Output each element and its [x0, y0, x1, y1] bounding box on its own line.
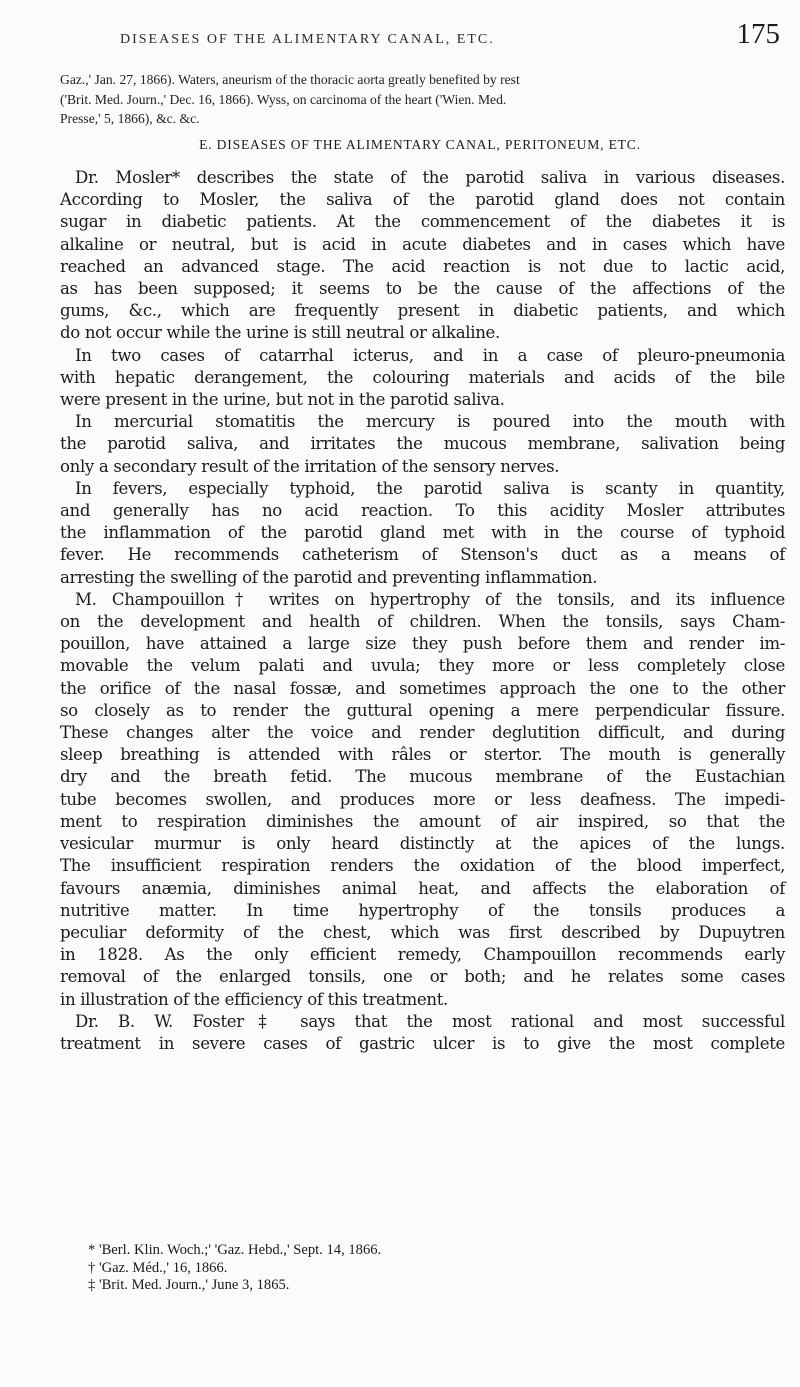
body-line: movable the velum palati and uvula; they more or less completely close: [60, 656, 785, 676]
body-text: [60, 167, 785, 1055]
body-line: with hepatic derangement, the colouring materials and acids of the bile: [60, 367, 785, 387]
footnote: ‡ 'Brit. Med. Journ.,' June 3, 1865.: [88, 1277, 290, 1294]
reference-line: ('Brit. Med. Journ.,' Dec. 16, 1866). Wyss, on carcinoma of the heart ('Wien. Med.: [60, 91, 507, 107]
body-line: as has been supposed; it seems to be the cause of the affections of the: [60, 279, 785, 299]
body-line: The insufficient respiration renders the oxidation of the blood imperfect,: [60, 856, 785, 876]
body-line: the orifice of the nasal fossæ, and sometimes approach the one to the other: [60, 678, 785, 698]
body-line: In two cases of catarrhal icterus, and in a case of pleuro-pneumonia: [75, 345, 785, 365]
page-number: 175: [736, 18, 780, 50]
body-line: peculiar deformity of the chest, which was first described by Dupuytren: [60, 922, 785, 942]
body-line: removal of the enlarged tonsils, one or both; and he relates some cases: [60, 967, 785, 987]
body-line: favours anæmia, diminishes animal heat, and affects the elaboration of: [60, 878, 785, 898]
body-line: alkaline or neutral, but is acid in acute diabetes and in cases which have: [60, 234, 785, 254]
reference-line: Gaz.,' Jan. 27, 1866). Waters, aneurism of the thoracic aorta greatly benefited by rest: [60, 72, 520, 87]
body-line: M. Champouillon† writes on hypertrophy of the tonsils, and its influence: [75, 589, 785, 609]
body-line: fever. He recommends catheterism of Stenson's duct as a means of: [60, 545, 785, 565]
body-line: do not occur while the urine is still neutral or alkaline.: [60, 323, 500, 343]
body-line: reached an advanced stage. The acid reaction is not due to lactic acid,: [60, 256, 785, 276]
body-line: According to Mosler, the saliva of the parotid gland does not contain: [60, 190, 785, 210]
footnotes: [88, 1242, 738, 1295]
body-line: the parotid saliva, and irritates the mucous membrane, salivation being: [60, 434, 785, 454]
body-line: nutritive matter. In time hypertrophy of the tonsils produces a: [60, 900, 785, 920]
body-line: tube becomes swollen, and produces more or less deafness. The impedi-: [60, 789, 785, 809]
body-line: only a secondary result of the irritation of the sensory nerves.: [60, 456, 560, 476]
body-line: and generally has no acid reaction. To this acidity Mosler attributes: [60, 501, 785, 521]
body-line: In fevers, especially typhoid, the parotid saliva is scanty in quantity,: [75, 478, 785, 498]
section-heading: E. DISEASES OF THE ALIMENTARY CANAL, PERITONEUM, ETC.: [199, 137, 641, 152]
body-line: ment to respiration diminishes the amount of air inspired, so that the: [60, 811, 785, 831]
footnote: * 'Berl. Klin. Woch.;' 'Gaz. Hebd.,' Sept. 14, 1866.: [88, 1242, 382, 1258]
body-line: sleep breathing is attended with râles or stertor. The mouth is generally: [60, 745, 785, 765]
body-line: the inflammation of the parotid gland met with in the course of typhoid: [60, 523, 785, 543]
footnote: † 'Gaz. Méd.,' 16, 1866.: [88, 1259, 228, 1276]
body-line: were present in the urine, but not in the parotid saliva.: [60, 390, 505, 410]
body-line: in 1828. As the only efficient remedy, Champouillon recommends early: [60, 945, 785, 965]
body-line: dry and the breath fetid. The mucous membrane of the Eustachian: [60, 767, 785, 787]
body-line: vesicular murmur is only heard distinctly at the apices of the lungs.: [60, 834, 785, 854]
running-header: [120, 18, 780, 52]
body-line: on the development and health of children. When the tonsils, says Cham-: [60, 612, 785, 632]
body-line: in illustration of the efficiency of this treatment.: [60, 989, 448, 1009]
body-line: arresting the swelling of the parotid and preventing inflammation.: [60, 567, 598, 587]
body-line: pouillon, have attained a large size they push before them and render im-: [60, 634, 785, 654]
reference-line: Presse,' 5, 1866), &c. &c.: [60, 111, 200, 127]
reference-continuation: [60, 70, 780, 129]
body-line: In mercurial stomatitis the mercury is poured into the mouth with: [75, 412, 785, 432]
body-line: Dr. Mosler* describes the state of the parotid saliva in various diseases.: [75, 168, 785, 187]
body-line: These changes alter the voice and render deglutition difficult, and during: [60, 723, 785, 743]
body-line: sugar in diabetic patients. At the commencement of the diabetes it is: [60, 212, 785, 232]
body-line: treatment in severe cases of gastric ulcer is to give the most complete: [60, 1033, 785, 1053]
body-line: Dr. B. W. Foster‡ says that the most rational and most successful: [75, 1011, 785, 1031]
body-line: gums, &c., which are frequently present in diabetic patients, and which: [60, 301, 785, 321]
body-line: so closely as to render the guttural opening a mere perpendicular fissure.: [60, 700, 785, 720]
running-title: DISEASES OF THE ALIMENTARY CANAL, ETC.: [120, 32, 495, 47]
